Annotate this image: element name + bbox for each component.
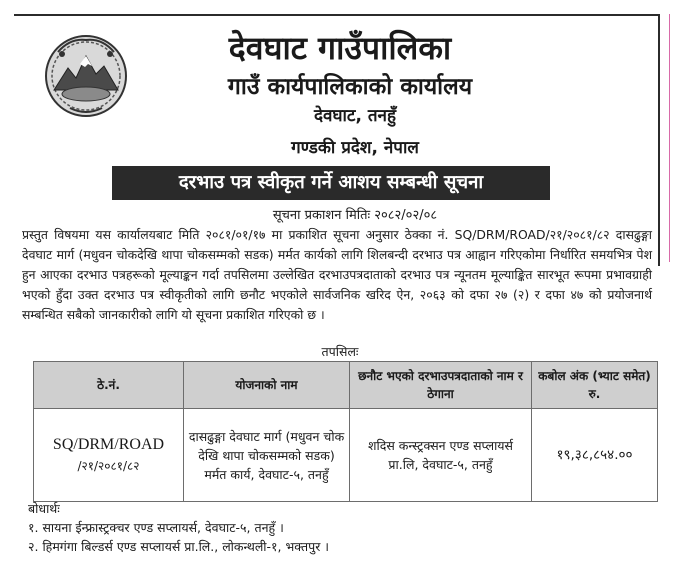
contract-no-main: SQ/DRM/ROAD <box>52 436 165 453</box>
details-label: तपसिलः <box>321 344 359 359</box>
cell-amount <box>532 409 658 502</box>
cell-bidder <box>350 409 532 502</box>
margin-rule <box>669 14 670 262</box>
header-contract-no: ठे.नं. <box>34 362 184 409</box>
cc-title: बोधार्थः <box>28 501 60 516</box>
cell-contract-no <box>34 409 184 502</box>
cc-item: १. सायना ईन्फ्रास्ट्रक्चर एण्ड सप्लायर्स, देवघाट-५, तनहुँ । <box>28 520 284 535</box>
project-name: दासढुङ्गा देवघाट मार्ग (मधुवन चोक देखि थापा चोकसम्मको सडक) मर्मत कार्य, देवघाट-५, तनहुँ <box>188 428 345 482</box>
bid-amount: १९,३८,८५४.०० <box>556 447 633 463</box>
bidder-name: शदिस कन्स्ट्रक्सन एण्ड सप्लायर्स प्रा.लि, देवघाट-५, तनहुँ <box>367 438 514 472</box>
table-header-row <box>34 362 658 409</box>
header-project-name: योजनाको नाम <box>184 362 350 409</box>
cc-item: २. हिमगंगा बिल्डर्स एण्ड सप्लायर्स प्रा.लि., लोकन्थली-१, भक्तपुर । <box>28 539 330 554</box>
notice-banner: दरभाउ पत्र स्वीकृत गर्ने आशय सम्बन्धी सूचना <box>112 166 550 200</box>
tender-table <box>33 361 658 502</box>
table-row <box>34 409 658 502</box>
contract-no-sub: /२१/२०८१/८२ <box>77 459 140 473</box>
government-emblem-icon <box>40 28 132 120</box>
publication-date: सूचना प्रकाशन मितिः २०८२/०२/०८ <box>272 208 438 223</box>
frame-right-border <box>658 14 660 266</box>
notice-body: प्रस्तुत विषयमा यस कार्यालयबाट मिति २०८१/०१/१७ मा प्रकाशित सूचना अनुसार ठेक्का नं. SQ/DRM/ROAD/२१/२०८१/८२ दासढुङ्गा देवघाट मार्ग (मधुवन चोकदेखि थापा चोकसम्मको सडक) मर्मत कार्यको लागि शिलबन्दी दरभाउ पत्र आह्वान गरिएकोमा निर्धारित समयभित्र पेश हुन आएका दरभाउ पत्रहरूको मूल्याङ्कन गर्दा तपसिलमा उल्लेखित दरभाउपत्रदाताको दरभाउ पत्र न्यूनतम मूल्याङ्कित सारभूत रूपमा प्रभावग्राही भएको हुँदा उक्त दरभाउ पत्र स्वीकृतीको लागि छनौट भएकोले सार्वजनिक खरिद ऐन, २०६३ को दफा २७ (२) र दफा ४७ को प्रयोजनार्थ सम्बन्धित सबैको जानकारीको लागि यो सूचना प्रकाशित गरिएको छ । <box>22 227 652 322</box>
cell-project-name <box>184 409 350 502</box>
header-bidder: छनौट भएको दरभाउपत्रदाताको नाम र ठेगाना <box>350 362 532 409</box>
office-province: गण्डकी प्रदेश, नेपाल <box>291 138 419 158</box>
header-amount: कबोल अंक (भ्याट समेत) रु. <box>532 362 658 409</box>
office-title: गाउँ कार्यपालिकाको कार्यालय <box>227 74 473 100</box>
office-location: देवघाट, तनहुँ <box>313 106 397 126</box>
org-title: देवघाट गाउँपालिका <box>228 29 452 67</box>
frame-top-border <box>14 14 660 16</box>
